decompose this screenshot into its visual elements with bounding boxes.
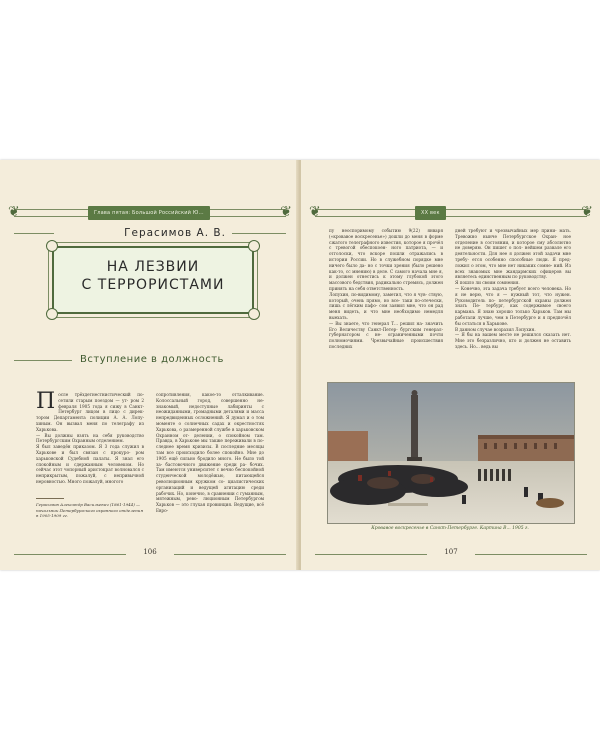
- scroll-ornament-icon: ❦: [309, 204, 321, 220]
- right-page: [301, 160, 600, 570]
- text-column-2: дней требуют и чрезвычайных мер прини- мать. Тревожно нынче Петербургское Охран- ное отделение в состоянии, и которое сму абсолютно не доверяю. Он пишет о пол- нейшем развале его деятельности. Для нее я должен этой задачи мне требу- ется особенно способные люди. Я пред- ложил о этом, что мне нет никаких сомне- ний. Из всех знакомых мне жандармских офицеров вы являетесь единственным по руководству. Я пошло ли своим сомнения. — Конечно, эта задача требует всего человека. Но я не верю, что я — нужный тот, что нужен. Руководитель по- петербургской охраны должен знать Пе- тербург, как содержимое своего кармана. Я знаю хорошо только Харьков. Там мы работали лучше, чем в Петербурге и я предпочёл бы остаться в Харькове. В данном случае возразил Лопухин. — Я бы на вашем месте не решился сказать нет. Мне это безразлично, кто и должен не оставить здесь. Но... ведь вы: [455, 228, 571, 349]
- header-ornament: [8, 204, 292, 220]
- chapter-title-frame: [52, 246, 254, 314]
- scroll-ornament-icon: ❦: [8, 204, 20, 220]
- historical-painting: [327, 382, 575, 524]
- drop-cap: П: [36, 389, 56, 414]
- page-footer: [315, 548, 587, 560]
- footnote: Герасимов Александр Васильевич (1861-1944) — начальник Петербургского охранного отделения в 1905-1909 гг.: [36, 502, 144, 518]
- page-footer: [14, 548, 286, 560]
- running-header: XX век: [415, 206, 446, 220]
- scroll-ornament-icon: ❦: [581, 204, 593, 220]
- chapter-title: НА ЛЕЗВИИ С ТЕРРОРИСТАМИ: [81, 259, 225, 293]
- divider: [14, 233, 54, 234]
- author-name: Герасимов А. В.: [124, 227, 226, 239]
- running-header: Глава пятая: Большой Российский Ю...: [88, 206, 210, 220]
- text-column-1: После трёхдетнестнистический по- сетили старым поездом — ут- ром 2 февраля 1905 года я сижу в Санкт-Петербург лицом в лицо с дирек- тором Департамента полиции А. А. Лопу- хиным. Он вызвал меня по телеграфу из Харькова. — Вы должны взять на себя руководство Петербургским Охранным отделением. Я был заведён приказом. Я 3 года служил в Харькове и был связан с прокуро- ром харьковской Судебной палаты. Я знал его спокойным и сдержанным человеком. Но сейчас этот чопорный аристократ волновался с неприкрытым, пожалуй, с непривычной неровностью. Много пожалуй, многого: [36, 389, 144, 484]
- page-number: 107: [444, 548, 458, 556]
- page-number: 106: [143, 548, 157, 556]
- text-column-1: пу неоспоримому событию 9(22) января («кровавое воскресенье») дошли до меня в форме сжатого телеграфного известия, которое я прочёл с тревогой обеспокоен- ного патриота, — и отголоски, что вскоре пошли отражались в истории России. Но в служебном порядке мне ничего было да- но с точки зрения (было решено как-то, сс мнению) в деле. С самого начала мне я, и должен отнестись к этому глубокой этого массового бедствия, радикально стремясь, должен принять на себя ответственность. Лопухин, по-видимому, заметил, что я чув- ствую, который, очень прямо, но все- таки по-отечески, лишь с лёгким пафо- сом заявил мне, что он рад меня видеть, и что мне необходимо немедля выехать. — Вы знаете, что генерал Т... решил на- значить Его Величеству Санкт-Петер- бургским генерал-губернатором с не- ограниченными почти полномочиями. Чрезвычайные происшествия последних: [329, 228, 443, 349]
- book-spread: [0, 160, 600, 570]
- section-heading: Вступление в должность: [80, 354, 224, 365]
- header-ornament: [309, 204, 593, 220]
- image-caption: Кровавое воскресенье в Санкт-Петербурге. Картина В... 1905 г.: [371, 526, 529, 531]
- left-page: [0, 160, 299, 570]
- text-column-2: сопротивления, какое-то отталкивание. Колоссальный город, совершенно не- знакомый, недоступные лабиринты с неожиданными, громадными деталями и масса непредвиденных осложнений. Я думал и о том моменте о солнечных садах и окрестностях Харькова, о размеренной службе в харьковском Охранном от- делении, о спокойном там. Правда, в Харькове мы также переживали в по- следнее время кризисы. В последние месяцы там все происходило более спокойно. Мне до 1905 ещё сильно бродило много. Не было той за- бастовочного движение среди ра- бочих. Там имеются университет с вечно беспокойной студенческой молодёжью, питающейся революционным кружком со- циалистических организаций и ведущей агитацию среди рабочих. Но, конечно, в сравнении с гуманным, мятежным, рево- люционным Петербургом Харьков — это глухая провинция. Ведущие, всё Евро-: [156, 392, 264, 513]
- footnote-rule: [36, 498, 64, 499]
- divider: [14, 360, 72, 361]
- scroll-ornament-icon: ❦: [280, 204, 292, 220]
